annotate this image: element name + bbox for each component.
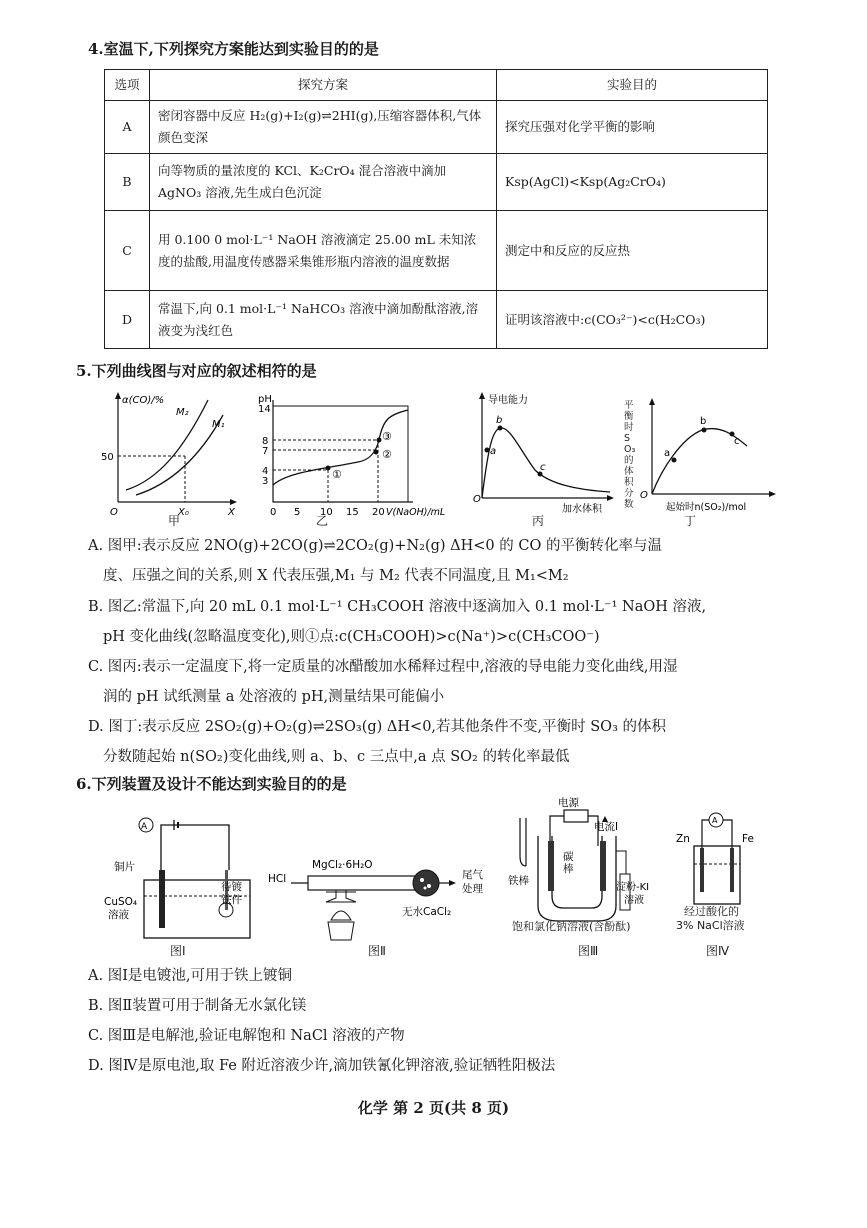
q5-option-d-cont: 分数随起始 n(SO₂)变化曲线,则 a、b、c 三点中,a 点 SO₂ 的转化率最低 (103, 749, 570, 765)
table-cell: 向等物质的量浓度的 KCl、K₂CrO₄ 混合溶液中滴加 AgNO₃ 溶液,先生成白色沉淀 (150, 154, 497, 211)
point-label: a (490, 446, 497, 457)
axis-label: X (228, 507, 235, 518)
label: 铁棒 (508, 875, 529, 887)
ammeter-label: A (712, 816, 718, 825)
axis-label: 导电能力 (488, 395, 528, 406)
q5-figure-ding (622, 398, 782, 513)
tick-label: 4 (262, 466, 269, 477)
point-label: b (700, 416, 707, 427)
q5-option-a: A. 图甲:表示反应 2NO(g)+2CO(g)⇌2CO₂(g)+N₂(g) ΔH<0 的 CO 的平衡转化率与温 (88, 538, 662, 554)
q5-option-c: C. 图丙:表示一定温度下,将一定质量的冰醋酸加水稀释过程中,溶液的导电能力变化曲线,用湿 (88, 659, 678, 675)
table-cell: D (105, 291, 150, 349)
label: 棒 (563, 863, 574, 875)
table-header: 实验目的 (497, 70, 768, 101)
tick-label: 20 (372, 507, 385, 518)
table-cell: C (105, 211, 150, 291)
q5-figure-yi (248, 390, 458, 520)
point-label: ① (332, 468, 342, 481)
label: 电流I (594, 821, 619, 833)
point-label: c (540, 462, 546, 473)
origin-label: O (640, 490, 648, 501)
table-cell: 探究压强对化学平衡的影响 (497, 101, 768, 154)
label: Zn (676, 833, 690, 845)
q4-stem: 4.室温下,下列探究方案能达到实验目的的是 (88, 40, 379, 58)
table-cell: 测定中和反应的反应热 (497, 211, 768, 291)
q6-stem: 6.下列装置及设计不能达到实验目的的是 (76, 775, 347, 793)
table-header: 探究方案 (150, 70, 497, 101)
label: 碳 (563, 851, 574, 863)
point-label: ③ (382, 430, 392, 443)
figure-caption: 甲 (168, 514, 181, 528)
q5-option-a-cont: 度、压强之间的关系,则 X 代表压强,M₁ 与 M₂ 代表不同温度,且 M₁<M₂ (103, 568, 569, 584)
table-cell: 证明该溶液中:c(CO₃²⁻)<c(H₂CO₃) (497, 291, 768, 349)
q5-option-d: D. 图丁:表示反应 2SO₂(g)+O₂(g)⇌2SO₃(g) ΔH<0,若其他条件不变,平衡时 SO₃ 的体积 (88, 719, 666, 735)
figure-caption: 图Ⅲ (578, 944, 599, 958)
tick-label: 5 (294, 507, 301, 518)
origin-label: O (473, 494, 481, 505)
table-cell: 密闭容器中反应 H₂(g)+I₂(g)⇌2HI(g),压缩容器体积,气体颜色变深 (150, 101, 497, 154)
tick-label: 7 (262, 446, 269, 457)
axis-label: pH (258, 394, 272, 405)
table-cell: A (105, 101, 150, 154)
point-label: a (664, 448, 671, 459)
label: 处理 (462, 883, 483, 895)
q6-figure-3 (508, 796, 658, 936)
label: 淀粉-KI (616, 882, 650, 893)
q6-option-a: A. 图Ⅰ是电镀池,可用于铁上镀铜 (88, 968, 293, 984)
q6-option-d: D. 图Ⅳ是原电池,取 Fe 附近溶液少许,滴加铁氰化钾溶液,验证牺牲阳极法 (88, 1058, 556, 1074)
q5-stem: 5.下列曲线图与对应的叙述相符的是 (76, 362, 317, 380)
tick-label: 10 (320, 507, 333, 518)
axis-label: 加水体积 (562, 504, 602, 515)
q6-option-b: B. 图Ⅱ装置可用于制备无水氯化镁 (88, 998, 307, 1014)
q5-option-b: B. 图乙:常温下,向 20 mL 0.1 mol·L⁻¹ CH₃COOH 溶液中逐滴加入 0.1 mol·L⁻¹ NaOH 溶液, (88, 599, 707, 615)
figure-caption: 丙 (532, 514, 545, 528)
label: Fe (742, 833, 754, 845)
ammeter-label: A (141, 822, 148, 832)
label: 无水CaCl₂ (402, 906, 452, 918)
figure-caption: 乙 (316, 514, 329, 528)
label: 3% NaCl溶液 (676, 919, 745, 932)
q5-figure-jia (101, 390, 243, 520)
label: MgCl₂·6H₂O (312, 859, 373, 871)
tick-label: 8 (262, 436, 269, 447)
figure-caption: 图Ⅰ (170, 944, 186, 958)
tick-label: X₀ (178, 507, 189, 518)
label: 铜片 (114, 861, 135, 873)
label: 尾气 (462, 869, 483, 881)
tick-label: 3 (262, 476, 269, 487)
q5-option-b-cont: pH 变化曲线(忽略温度变化),则①点:c(CH₃COOH)>c(Na⁺)>c(CH₃COO⁻) (103, 629, 600, 645)
q5-option-c-cont: 润的 pH 试纸测量 a 处溶液的 pH,测量结果可能偏小 (103, 689, 445, 705)
point-label: ② (382, 448, 392, 461)
curve-label: M₂ (176, 407, 189, 418)
label: 电源 (558, 797, 579, 809)
q5-figure-bing (470, 390, 620, 520)
table-cell: 用 0.100 0 mol·L⁻¹ NaOH 溶液滴定 25.00 mL 未知浓度的盐酸,用温度传感器采集锥形瓶内溶液的温度数据 (150, 211, 497, 291)
label: 铁件 (221, 894, 242, 906)
figure-caption: 图Ⅳ (706, 944, 730, 958)
table-cell: Ksp(AgCl)<Ksp(Ag₂CrO₄) (497, 154, 768, 211)
label: 溶液 (624, 895, 644, 906)
tick-label: 0 (270, 507, 277, 518)
label: 溶液 (108, 909, 129, 921)
q6-option-c: C. 图Ⅲ是电解池,验证电解饱和 NaCl 溶液的产物 (88, 1028, 405, 1044)
point-label: b (496, 415, 503, 426)
page-footer: 化学 第 2 页(共 8 页) (357, 1099, 510, 1117)
label: 待镀 (221, 881, 242, 893)
point-label: c (734, 436, 740, 447)
q4-table (104, 69, 768, 349)
table-header: 选项 (105, 70, 150, 101)
q6-figure-4 (676, 808, 796, 918)
figure-caption: 丁 (684, 514, 697, 528)
axis-label: 平衡时SO₃的体积分数 (624, 400, 636, 510)
q6-figure-2 (266, 840, 506, 950)
label: 经过酸化的 (684, 905, 739, 918)
label: CuSO₄ (104, 896, 138, 908)
label: 饱和氯化钠溶液(含酚酞) (512, 920, 631, 933)
table-cell: 常温下,向 0.1 mol·L⁻¹ NaHCO₃ 溶液中滴加酚酞溶液,溶液变为浅红色 (150, 291, 497, 349)
tick-label: 50 (101, 452, 114, 463)
axis-label: α(CO)/% (122, 395, 165, 406)
label: HCl (268, 873, 287, 885)
curve-label: M₁ (212, 419, 225, 430)
figure-caption: 图Ⅱ (368, 944, 386, 958)
q6-figure-1 (104, 800, 264, 960)
axis-label: V(NaOH)/mL (386, 507, 446, 518)
origin-label: O (110, 507, 118, 518)
tick-label: 15 (346, 507, 359, 518)
table-cell: B (105, 154, 150, 211)
axis-label: 起始时n(SO₂)/mol (666, 502, 747, 513)
tick-label: 14 (258, 404, 271, 415)
